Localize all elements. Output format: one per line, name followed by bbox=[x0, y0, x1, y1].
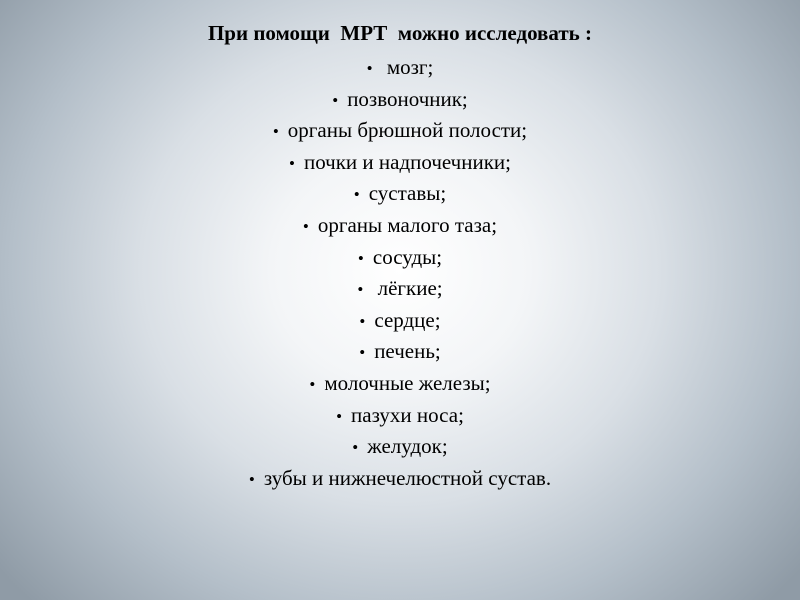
bullet-icon: • bbox=[366, 59, 373, 78]
bullet-icon: • bbox=[272, 122, 279, 142]
mri-areas-list bbox=[0, 52, 800, 494]
list-item bbox=[0, 242, 800, 274]
bullet-icon: • bbox=[357, 280, 364, 300]
list-item bbox=[0, 115, 800, 147]
list-item bbox=[0, 178, 800, 210]
list-item bbox=[0, 210, 800, 242]
bullet-icon: • bbox=[359, 311, 366, 331]
list-item bbox=[0, 336, 800, 368]
slide-title: При помощи МРТ можно исследовать : bbox=[207, 21, 593, 45]
bullet-icon: • bbox=[289, 153, 295, 173]
list-item bbox=[0, 463, 800, 495]
list-item-text: органы малого таза; bbox=[317, 212, 498, 237]
list-item bbox=[0, 52, 800, 84]
list-item-text: органы брюшной полости; bbox=[287, 118, 528, 143]
bullet-icon: • bbox=[332, 90, 339, 110]
list-item bbox=[0, 431, 800, 463]
bullet-icon: • bbox=[309, 374, 316, 394]
bullet-icon: • bbox=[336, 406, 343, 426]
list-item bbox=[0, 305, 800, 337]
bullet-icon: • bbox=[302, 216, 309, 236]
bullet-icon: • bbox=[357, 248, 364, 268]
list-item-text: печень; bbox=[374, 339, 441, 364]
list-item-text: мозг; bbox=[381, 55, 434, 79]
list-item-text: позвоночник; bbox=[347, 86, 468, 111]
list-item bbox=[0, 147, 800, 179]
list-item-text: почки и надпочечники; bbox=[303, 149, 511, 174]
list-item bbox=[0, 368, 800, 400]
list-item-text: зубы и нижнечелюстной сустав. bbox=[263, 465, 552, 490]
bullet-icon: • bbox=[248, 469, 255, 489]
bullet-icon: • bbox=[353, 185, 360, 205]
list-item-text: пазухи носа; bbox=[351, 402, 464, 427]
list-item-text: лёгкие; bbox=[372, 276, 443, 301]
list-item-text: сосуды; bbox=[372, 244, 443, 269]
bullet-icon: • bbox=[352, 438, 359, 458]
list-item-text: сердце; bbox=[374, 307, 441, 332]
list-item-text: молочные железы; bbox=[324, 370, 491, 395]
list-item-text: суставы; bbox=[368, 181, 447, 206]
list-item bbox=[0, 400, 800, 432]
list-item-text: желудок; bbox=[367, 434, 448, 459]
list-item bbox=[0, 273, 800, 305]
bullet-icon: • bbox=[359, 343, 366, 363]
list-item bbox=[0, 84, 800, 116]
